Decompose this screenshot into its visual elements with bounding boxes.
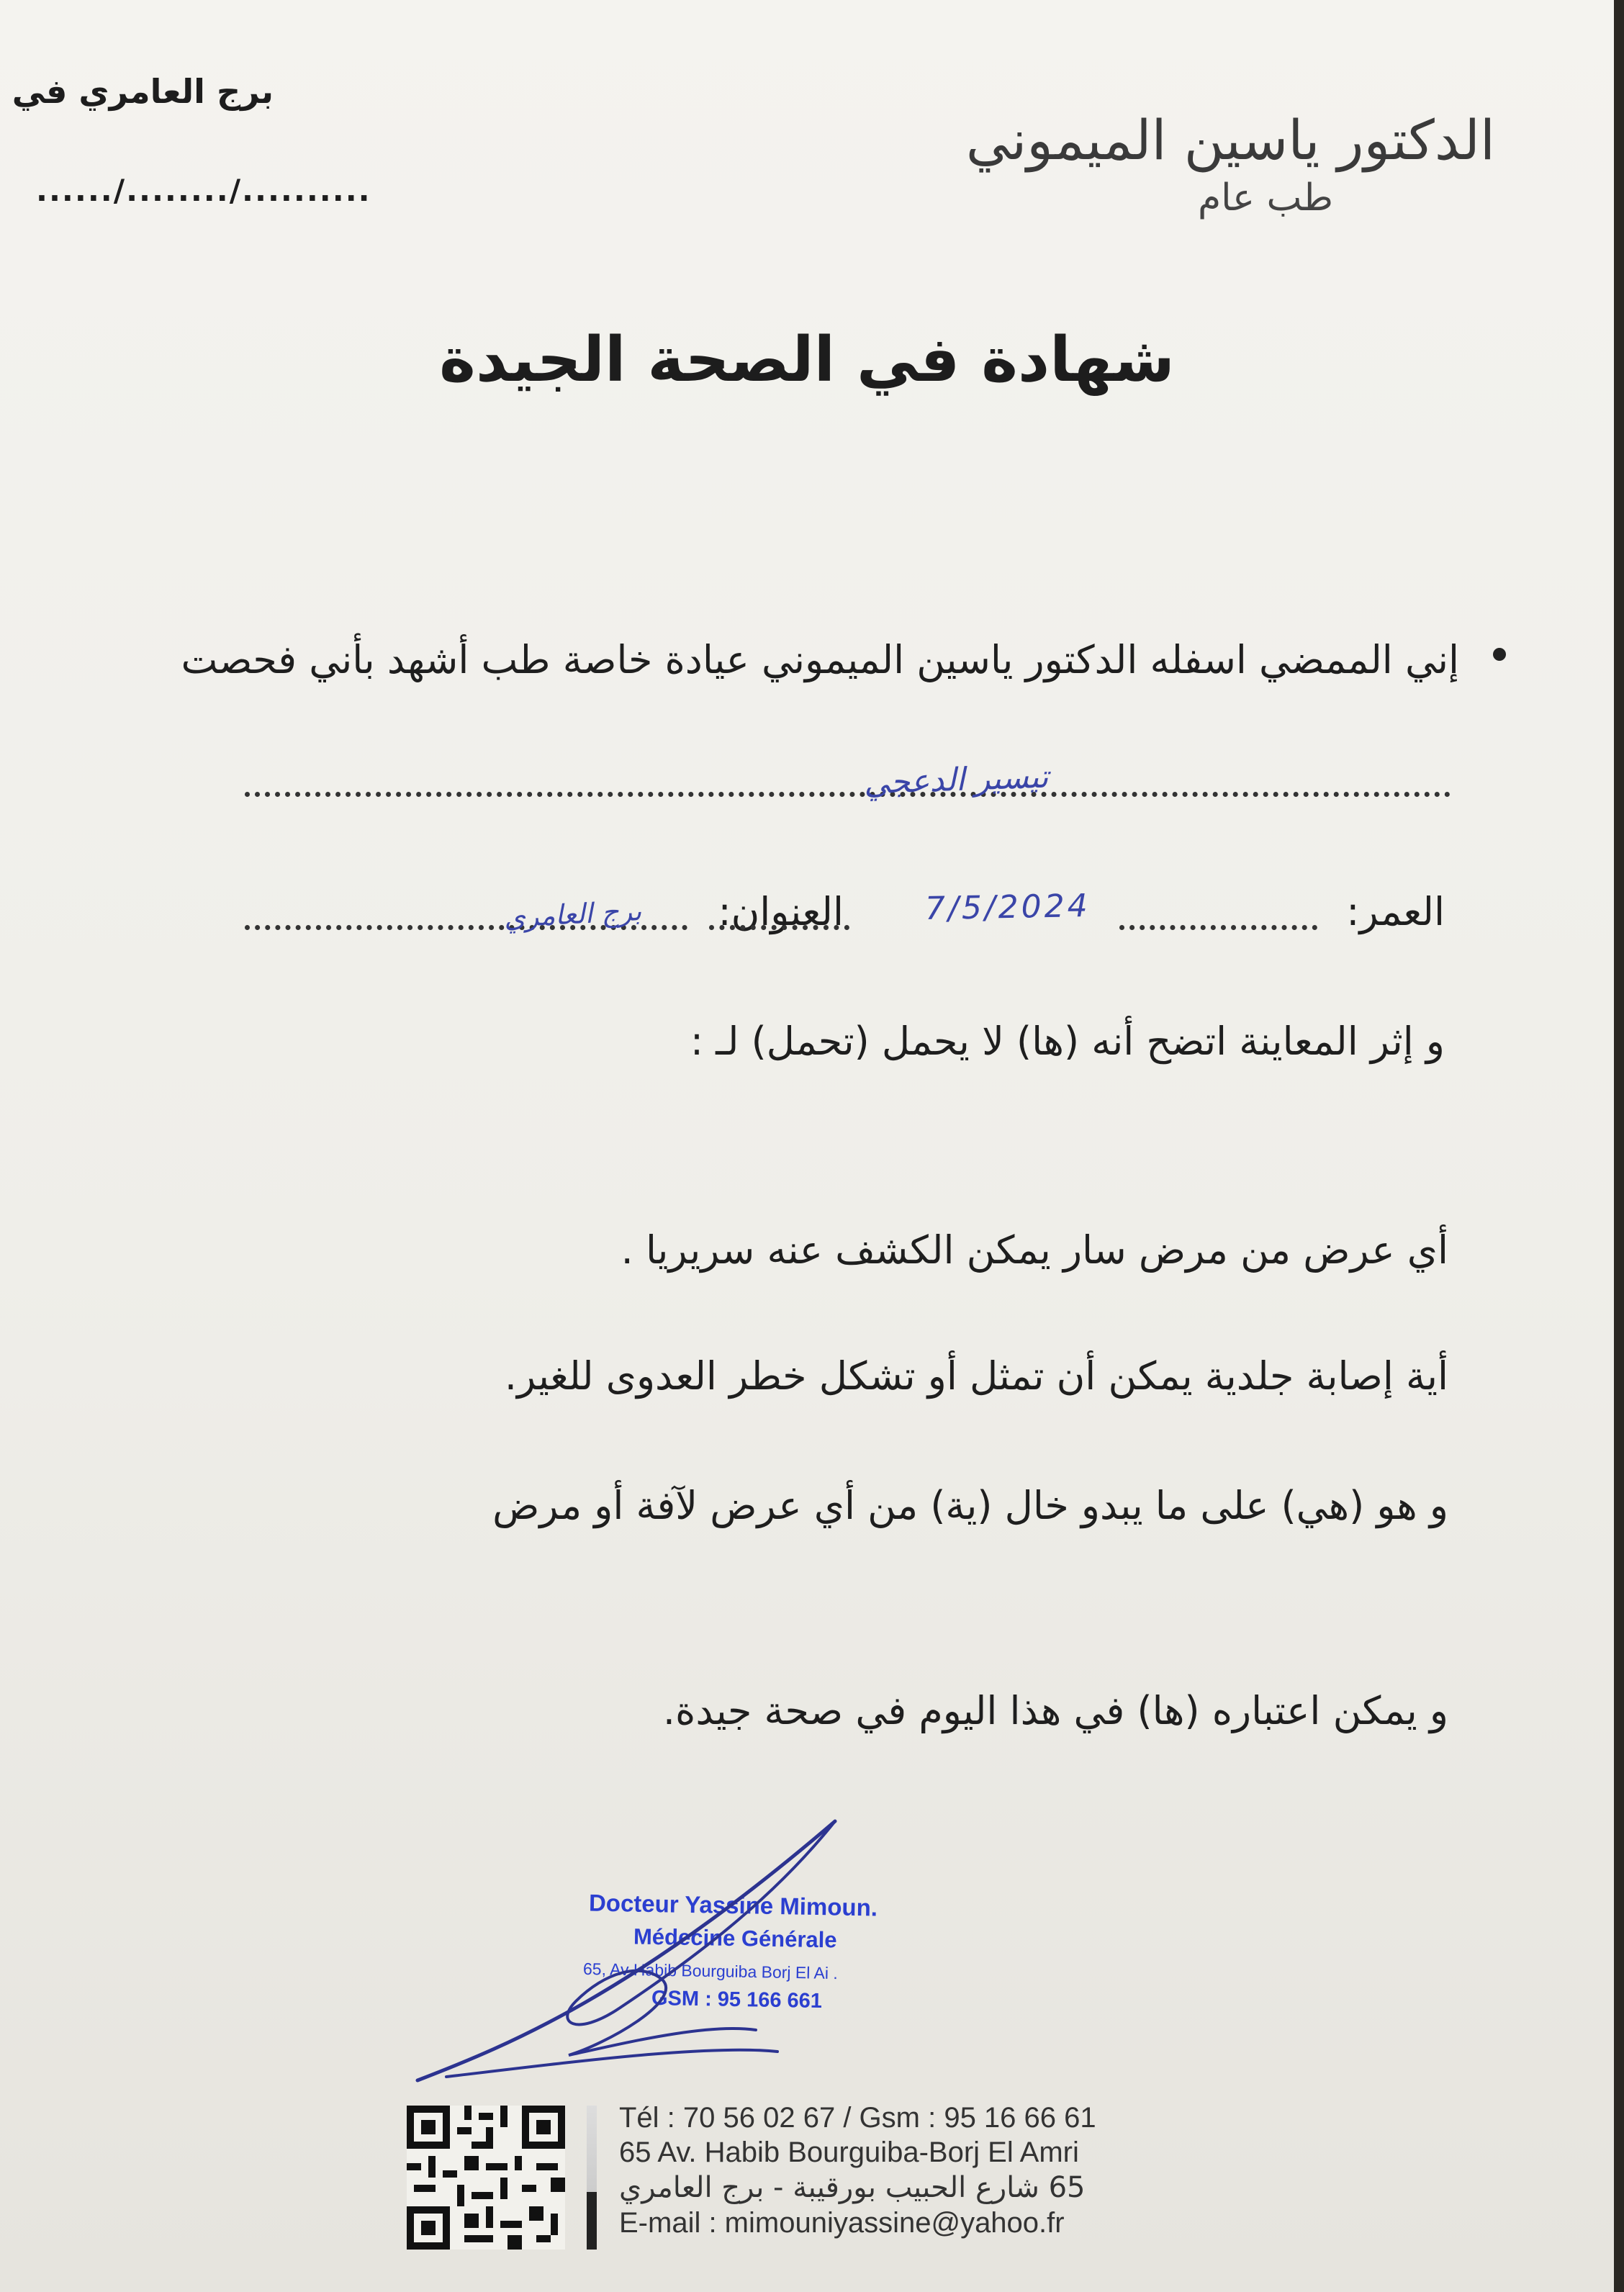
stamp-line-address: 65, Av Habib Bourguiba Borj El Ai . [582, 1959, 838, 1983]
conclusion-line: و يمكن اعتباره (ها) في هذا اليوم في صحة جيدة. [662, 1688, 1448, 1733]
address-handwritten: برج العامري [502, 895, 643, 934]
bullet-icon [1493, 648, 1506, 661]
qr-code-icon [407, 2106, 565, 2250]
after-exam-text: و إثر المعاينة اتضح أنه (ها) لا يحمل (تحمل) لـ : [690, 1019, 1445, 1064]
patient-name-dotted-line [245, 792, 1451, 797]
footer-email: E-mail : mimouniyassine@yahoo.fr [619, 2207, 1065, 2239]
date-placeholder: ....../......../.......... [36, 173, 371, 208]
age-handwritten: 7/5/2024 [924, 888, 1091, 927]
page-title-text: شهادة في الصحة الجيدة [439, 324, 1175, 396]
condition-line-2: أية إصابة جلدية يمكن أن تمثل أو تشكل خطر العدوى للغير. [504, 1353, 1448, 1399]
stamp-line-doctor: Docteur Yassine Mimoun. [588, 1889, 878, 1921]
age-label: العمر: [1346, 889, 1445, 934]
condition-line-1: أي عرض من مرض سار يمكن الكشف عنه سريريا . [621, 1227, 1448, 1273]
stamp-line-specialty: Médecine Générale [633, 1923, 837, 1953]
page-title [0, 324, 1614, 396]
footer-address-ar: 65 شارع الحبيب بورقيبة - برج العامري [619, 2171, 1086, 2204]
footer-separator [587, 2106, 597, 2250]
footer-address-fr: 65 Av. Habib Bourguiba-Borj El Amri [619, 2137, 1079, 2168]
stamp-line-gsm: GSM : 95 166 661 [651, 1986, 823, 2013]
age-dotted-line [1119, 925, 1317, 930]
intro-text: إني الممضي اسفله الدكتور ياسين الميموني عيادة خاصة طب أشهد بأني فحصت [181, 637, 1459, 682]
doctor-name: الدكتور ياسين الميموني [965, 108, 1495, 172]
doctor-specialty: طب عام [1197, 176, 1333, 220]
patient-name-handwritten: تيسير الدعجي [863, 758, 1050, 802]
address-label: العنوان: [718, 889, 844, 934]
address-dotted-line-right [709, 925, 849, 930]
footer-phone: Tél : 70 56 02 67 / Gsm : 95 16 66 61 [619, 2102, 1096, 2134]
condition-line-3: و هو (هي) على ما يبدو خال (ية) من أي عرض لآفة أو مرض [492, 1483, 1448, 1528]
signature-icon [403, 1807, 921, 2095]
place-label: برج العامري في [12, 72, 274, 111]
